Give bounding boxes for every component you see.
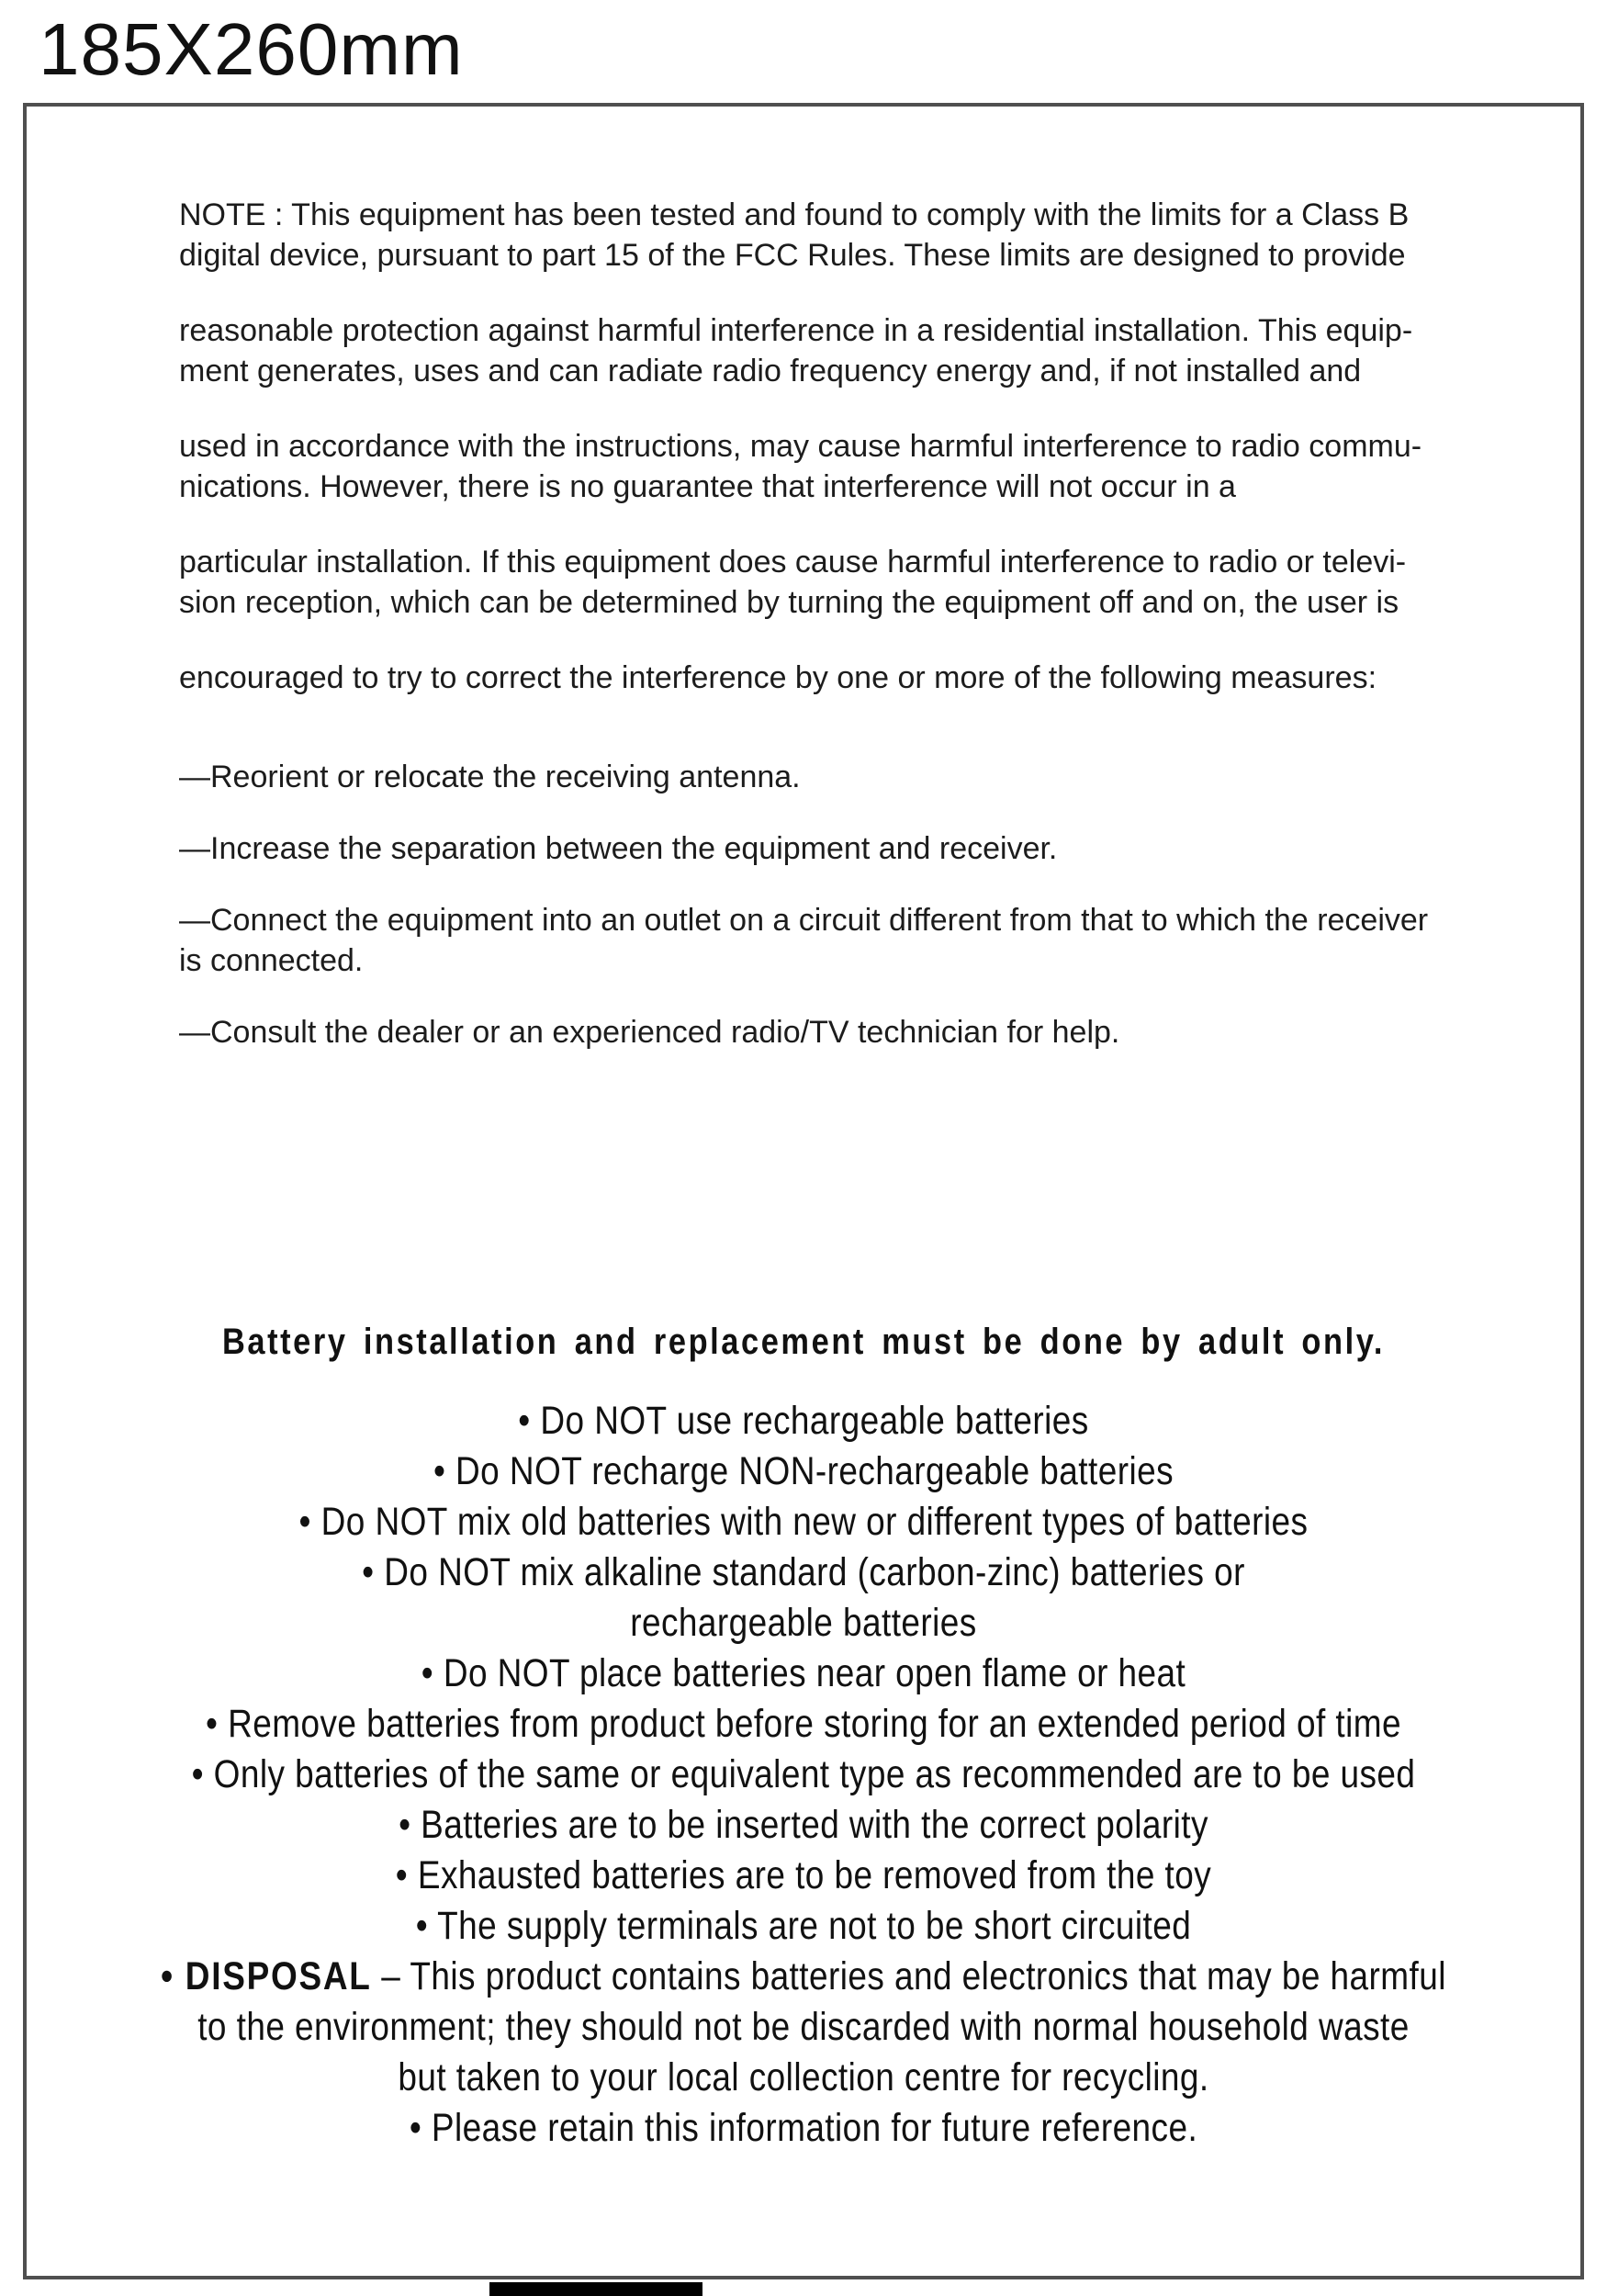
fcc-paragraph-4	[179, 542, 1538, 623]
measure-item	[179, 757, 1538, 797]
fcc-line: NOTE : This equipment has been tested and found to comply with the limits for a Class B	[179, 197, 1410, 232]
battery-rule-continuation: but taken to your local collection centre for recycling.	[398, 2055, 1209, 2099]
battery-rule-continuation: rechargeable batteries	[630, 1601, 977, 1645]
battery-rule: • Do NOT recharge NON-rechargeable batteries	[433, 1449, 1174, 1493]
disposal-label: • DISPOSAL	[161, 1954, 372, 1998]
bottom-crop-mark	[489, 2282, 702, 2296]
battery-rule: • Do NOT mix alkaline standard (carbon-zinc) batteries or	[362, 1550, 1245, 1594]
fcc-measures-list	[179, 757, 1538, 1052]
fcc-line: particular installation. If this equipment does cause harmful interference to radio or televi-	[179, 545, 1407, 580]
fcc-line: ment generates, uses and can radiate radio frequency energy and, if not installed and	[179, 354, 1362, 388]
page-size-label: 185X260mm	[39, 8, 464, 90]
fcc-paragraph-2	[179, 310, 1538, 391]
battery-rules-list	[27, 1396, 1580, 2154]
battery-rule: • Batteries are to be inserted with the correct polarity	[399, 1803, 1208, 1847]
measure-line: —Connect the equipment into an outlet on a circuit different from that to which the receiver	[179, 903, 1429, 938]
battery-rule: • Exhausted batteries are to be removed from the toy	[395, 1853, 1212, 1897]
fcc-line: nications. However, there is no guarantee that interference will not occur in a	[179, 469, 1236, 504]
battery-warning-section	[27, 1321, 1580, 2154]
fcc-paragraph-3	[179, 426, 1538, 507]
measure-line: —Reorient or relocate the receiving antenna.	[179, 760, 801, 794]
content-frame	[23, 103, 1584, 2279]
disposal-text: – This product contains batteries and electronics that may be harmful	[371, 1954, 1446, 1998]
battery-rule: • Only batteries of the same or equivalent type as recommended are to be used	[191, 1752, 1416, 1796]
battery-rule-continuation: to the environment; they should not be discarded with normal household waste	[197, 2005, 1410, 2049]
battery-rule: • Remove batteries from product before storing for an extended period of time	[206, 1702, 1401, 1746]
fcc-line: sion reception, which can be determined by turning the equipment off and on, the user is	[179, 585, 1399, 620]
measure-line: —Consult the dealer or an experienced radio/TV technician for help.	[179, 1015, 1120, 1050]
fcc-paragraph-5	[179, 658, 1538, 698]
battery-rule: • The supply terminals are not to be short circuited	[415, 1904, 1192, 1948]
measure-item	[179, 1012, 1538, 1052]
fcc-notice	[179, 195, 1538, 1084]
battery-rule: • Do NOT place batteries near open flame or heat	[421, 1651, 1186, 1695]
battery-rule: • Please retain this information for future reference.	[409, 2106, 1198, 2150]
fcc-paragraph-1	[179, 195, 1538, 276]
measure-line: —Increase the separation between the equipment and receiver.	[179, 831, 1058, 866]
fcc-line: used in accordance with the instructions, may cause harmful interference to radio commu-	[179, 429, 1422, 464]
fcc-line: encouraged to try to correct the interference by one or more of the following measures:	[179, 660, 1377, 695]
battery-heading: Battery installation and replacement must be done by adult only.	[221, 1322, 1386, 1362]
measure-item	[179, 828, 1538, 869]
battery-rule-disposal	[135, 1952, 1471, 2002]
battery-rule: • Do NOT mix old batteries with new or different types of batteries	[298, 1500, 1309, 1544]
measure-item	[179, 900, 1538, 981]
battery-rule: • Do NOT use rechargeable batteries	[518, 1399, 1089, 1443]
measure-line: is connected.	[179, 943, 364, 978]
fcc-line: digital device, pursuant to part 15 of the FCC Rules. These limits are designed to provide	[179, 238, 1406, 273]
fcc-line: reasonable protection against harmful interference in a residential installation. This equip-	[179, 313, 1413, 348]
